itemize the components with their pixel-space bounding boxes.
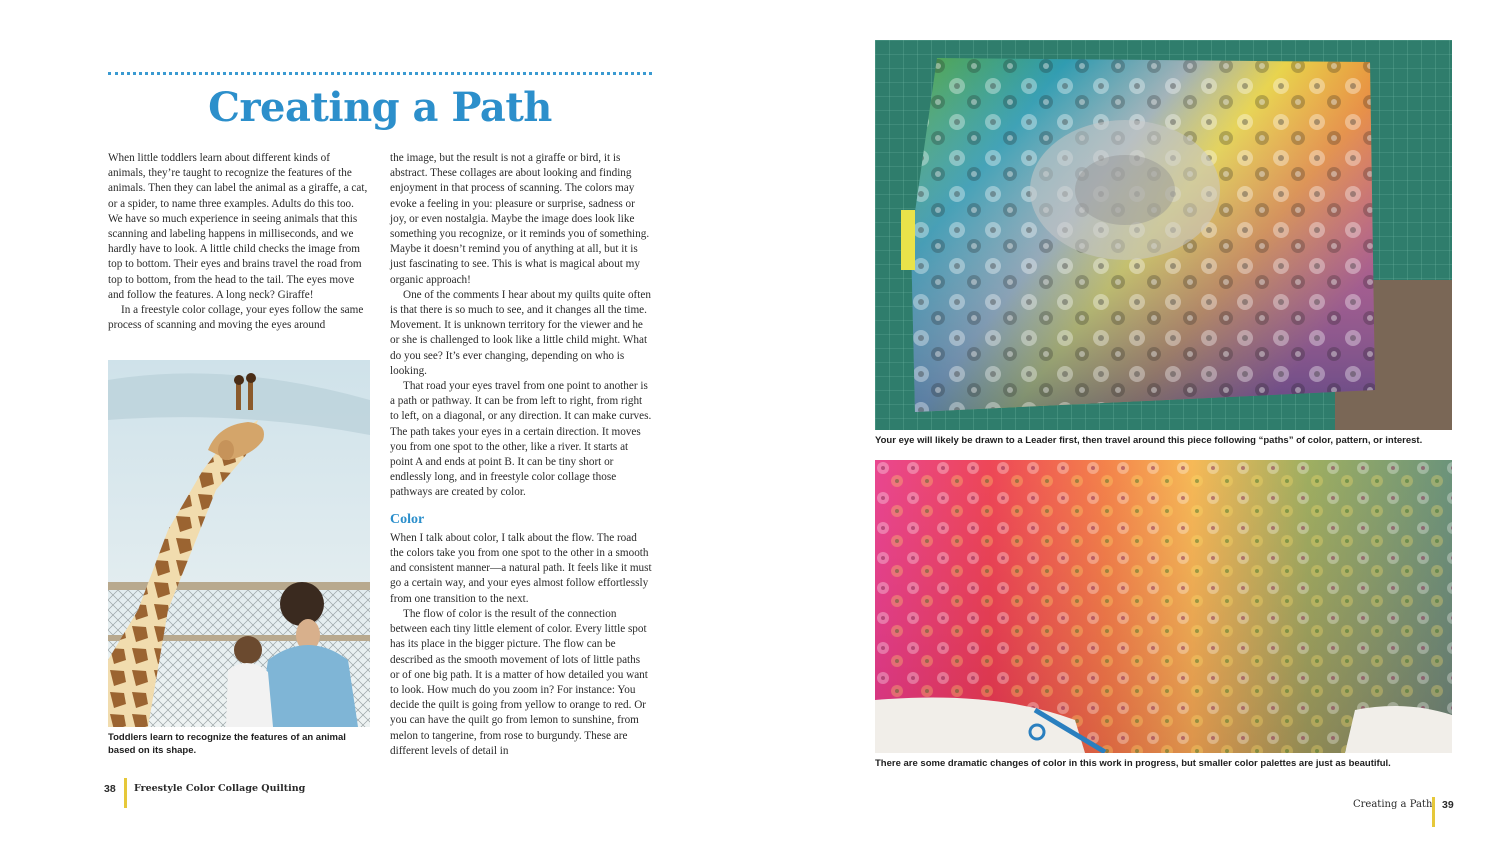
folio-bar-left bbox=[124, 778, 127, 808]
running-title-right: Creating a Path bbox=[1353, 799, 1433, 810]
running-title-left: Freestyle Color Collage Quilting bbox=[134, 783, 306, 794]
giraffe-caption: Toddlers learn to recognize the features of an animal based on its shape. bbox=[108, 732, 346, 756]
page-number-right: 39 bbox=[1442, 799, 1454, 811]
paragraph: the image, but the result is not a giraffe or bird, it is abstract. These collages are about looking and finding enjoyment in that process of scanning. The colors may evoke a feeling in you: pleasure or surprise, sadness or joy, or even nostalgia. Maybe the image does look like something you recognize, or it reminds you of something. Maybe it doesn’t remind you of anything at all, but it is just fascinating to see. This is what is magical about my organic approach! bbox=[390, 152, 650, 286]
giraffe-photo bbox=[108, 360, 370, 727]
text-column-2 bbox=[390, 151, 652, 759]
paragraph: When I talk about color, I talk about the flow. The road the colors take you from one spot to the other in a smooth and consistent manner—a natural path. It feels like it must go a certain way, and your eyes almost follow effortlessly from one transition to the next. bbox=[390, 531, 652, 605]
quilt-photo-top bbox=[875, 40, 1452, 430]
page-number-left: 38 bbox=[104, 783, 116, 795]
text-column-1 bbox=[108, 151, 370, 333]
paragraph: In a freestyle color collage, your eyes follow the same process of scanning and moving the eyes around bbox=[108, 304, 364, 332]
quilt-caption-top: Your eye will likely be drawn to a Leader first, then travel around this piece following “paths” of color, pattern, or interest. bbox=[875, 435, 1423, 446]
quilt-photo-bottom bbox=[875, 460, 1452, 753]
quilt-caption-bottom: There are some dramatic changes of color in this work in progress, but smaller color palettes are just as beautiful. bbox=[875, 758, 1391, 769]
page-title: Creating a Path bbox=[208, 84, 552, 131]
paragraph: One of the comments I hear about my quilts quite often is that there is so much to see, and it changes all the time. Movement. It is unknown territory for the viewer and he or she is challenged to look like a little child might. What do you see? It’s ever changing, depending on who is looking. bbox=[390, 288, 651, 377]
paragraph: That road your eyes travel from one point to another is a path or pathway. It can be from left to right, from right to left, on a diagonal, or any direction. It can make curves. The path takes your eyes in a certain direction. It moves you from one spot to the other, like a river. It starts at point A and ends at point B. It can be tiny short or endlessly long, and in freestyle color collage those pathways are created by color. bbox=[390, 380, 652, 499]
paragraph: When little toddlers learn about different kinds of animals, they’re taught to recognize the features of the animals. Then they can label the animal as a giraffe, a cat, or a spider, to name three examples. Adults do this too. We have so much experience in seeing animals that this scanning and labeling happens in milliseconds, and we hardly have to look. A little child checks the image from top to bottom. Their eyes and brains travel the road from top to bottom, from the head to the tail. The eyes move and follow the features. A long neck? Giraffe! bbox=[108, 152, 368, 301]
quilt-photo-top-art bbox=[875, 40, 1452, 430]
folio-bar-right bbox=[1432, 797, 1435, 827]
quilt-photo-bottom-art bbox=[875, 460, 1452, 753]
giraffe-photo-art bbox=[108, 360, 370, 727]
paragraph: The flow of color is the result of the connection between each tiny little element of color. Every little spot has its place in the bigger picture. The flow can be described as the smooth movement of lots of little paths or of one big path. It is a matter of how detailed you want to look. How much do you zoom in? For instance: You decide the quilt is going from yellow to orange to red. Or you can have the quilt go from lemon to sunshine, from melon to tangerine, from rose to burgundy. These are different levels of detail in bbox=[390, 607, 648, 757]
section-subheading: Color bbox=[390, 511, 425, 527]
title-dotted-rule bbox=[108, 72, 652, 75]
